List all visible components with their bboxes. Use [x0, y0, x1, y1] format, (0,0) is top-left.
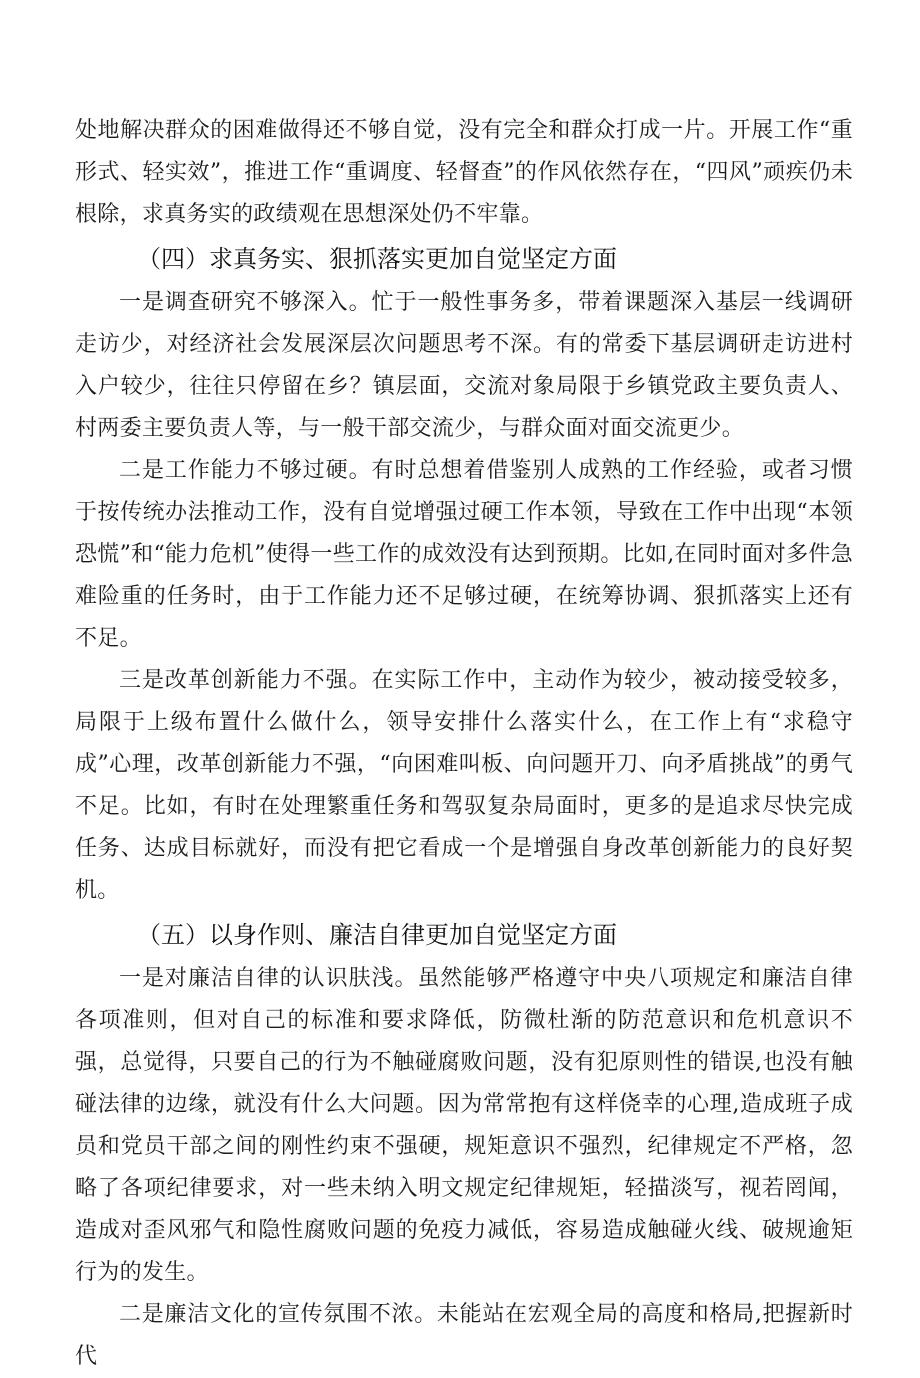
document-body [75, 110, 853, 1378]
section-heading-5: （五）以身作则、廉洁自律更加自觉坚定方面 [137, 921, 617, 949]
paragraph-research: 一是调查研究不够深入。忙于一般性事务多，带着课题深入基层一线调研走访少，对经济社会发展深层次问题思考不深。有的常委下基层调研走访进村入户较少，往往只停留在乡？镇层面，交流对象局限于乡镇党政主要负责人、村两委主要负责人等，与一般干部交流少，与群众面对面交流更少。 [75, 290, 853, 441]
paragraph-culture: 二是廉洁文化的宣传氛围不浓。未能站在宏观全局的高度和格局,把握新时代 [75, 1302, 853, 1369]
paragraph-continuation: 处地解决群众的困难做得还不够自觉，没有完全和群众打成一片。开展工作“重形式、轻实效”，推进工作“重调度、轻督查”的作风依然存在，“四风”顽疾仍未根除，求真务实的政绩观在思想深处仍不牢靠。 [75, 118, 853, 227]
paragraph-ability: 二是工作能力不够过硬。有时总想着借鉴别人成熟的工作经验，或者习惯于按传统办法推动工作，没有自觉增强过硬工作本领，导致在工作中出现“本领恐慌”和“能力危机”使得一些工作的成效没有达到预期。比如,在同时面对多件急难险重的任务时，由于工作能力还不足够过硬，在统筹协调、狠抓落实上还有不足。 [75, 458, 853, 651]
paragraph-innovation: 三是改革创新能力不强。在实际工作中，主动作为较少，被动接受较多，局限于上级布置什么做什么，领导安排什么落实什么，在工作上有“求稳守成”心理，改革创新能力不强，“向困难叫板、向问题开刀、向矛盾挑战”的勇气不足。比如，有时在处理繁重任务和驾驭复杂局面时，更多的是追求尽快完成任务、达成目标就好，而没有把它看成一个是增强自身改革创新能力的良好契机。 [75, 668, 853, 903]
section-heading-4: （四）求真务实、狠抓落实更加自觉坚定方面 [137, 245, 617, 273]
paragraph-integrity: 一是对廉洁自律的认识肤浅。虽然能够严格遵守中央八项规定和廉洁自律各项准则，但对自己的标准和要求降低，防微杜渐的防范意识和危机意识不强，总觉得，只要自己的行为不触碰腐败问题，没有犯原则性的错误,也没有触碰法律的边缘，就没有什么大问题。因为常常抱有这样侥幸的心理,造成班子成员和党员干部之间的刚性约束不强硬，规矩意识不强烈，纪律规定不严格，忽略了各项纪律要求，对一些未纳入明文规定纪律规矩，轻描淡写，视若罔闻，造成对歪风邪气和隐性腐败问题的免疫力减低，容易造成触碰火线、破规逾矩行为的发生。 [75, 966, 853, 1285]
